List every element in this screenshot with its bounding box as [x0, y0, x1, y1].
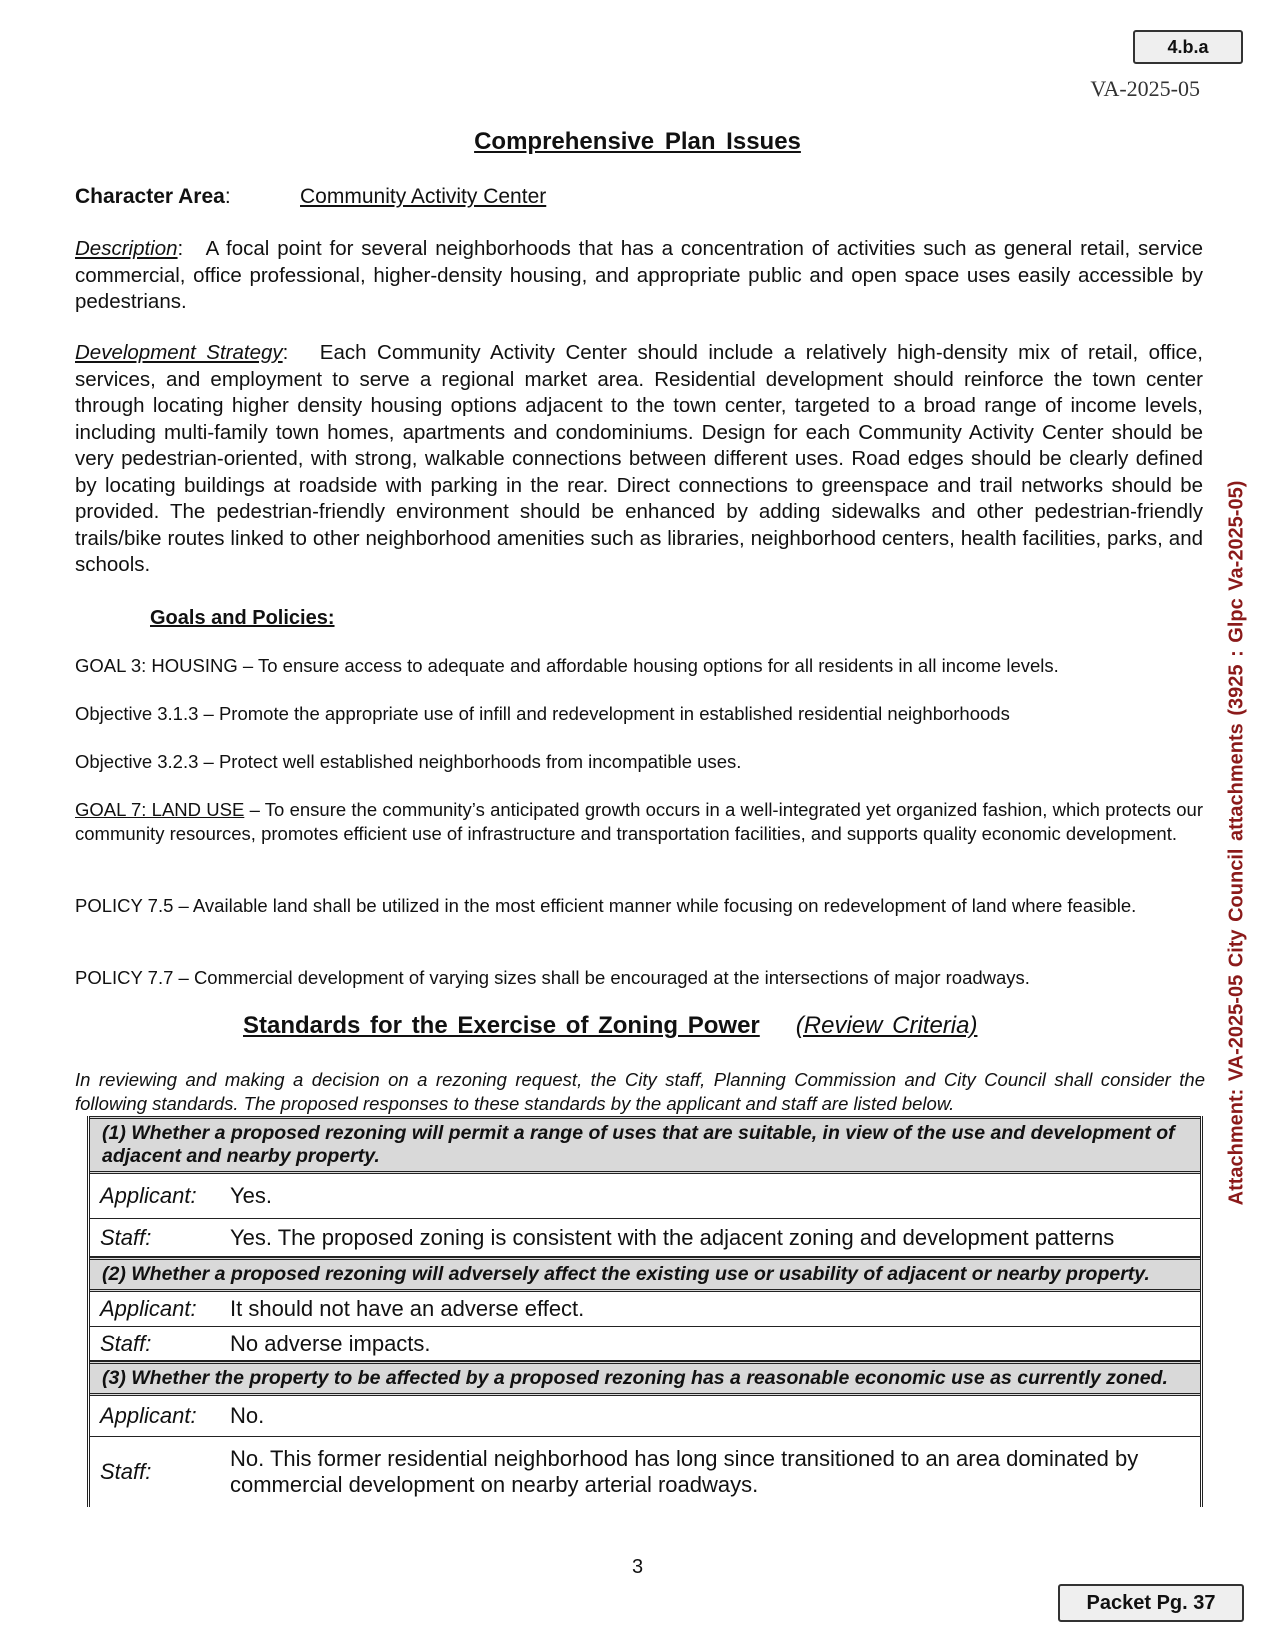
objective-3-1-3: Objective 3.1.3 – Promote the appropriate use of infill and redevelopment in established residential neighborhoods — [75, 703, 1010, 724]
applicant-label: Applicant: — [100, 1403, 197, 1428]
goal-3: GOAL 3: HOUSING – To ensure access to adequate and affordable housing options for all residents in all income levels. — [75, 655, 1059, 676]
criterion-3-question: (3) Whether the property to be affected by a proposed rezoning has a reasonable economic use as currently zoned. — [90, 1361, 1200, 1396]
description-label: Description — [75, 237, 178, 260]
criterion-2-question: (2) Whether a proposed rezoning will adversely affect the existing use or usability of adjacent or nearby property. — [90, 1257, 1200, 1292]
case-number: VA-2025-05 — [1090, 76, 1200, 101]
criterion-1-applicant-answer: Yes. — [230, 1183, 273, 1208]
packet-page-tag: Packet Pg. 37 — [1058, 1584, 1244, 1622]
criterion-2-applicant-answer: It should not have an adverse effect. — [230, 1296, 585, 1321]
applicant-label: Applicant: — [100, 1296, 197, 1321]
standards-intro: In reviewing and making a decision on a rezoning request, the City staff, Planning Commission and City Council shall consider the following standards. The proposed responses to these standards by the applicant and staff are listed below. — [75, 1069, 1205, 1114]
objective-3-2-3: Objective 3.2.3 – Protect well established neighborhoods from incompatible uses. — [75, 751, 742, 772]
goal-7-label: GOAL 7: LAND USE — [75, 799, 245, 820]
policy-7-7: POLICY 7.7 – Commercial development of varying sizes shall be encouraged at the intersections of major roadways. — [75, 967, 1030, 988]
criterion-2-staff-answer: No adverse impacts. — [230, 1330, 431, 1356]
policy-7-5: POLICY 7.5 – Available land shall be utilized in the most efficient manner while focusing on redevelopment of land where feasible. — [75, 895, 1137, 916]
criterion-1-staff-row — [90, 1219, 1200, 1257]
strategy-paragraph: Development Strategy: Each Community Activity Center should include a relatively high-density mix of retail, office, services, and employment to serve a regional market area. Residential development should reinforce the town center through locating higher density housing options adjacent to the town center, targeted to a broad range of income levels, including multi-family town homes, apartments and condominiums. Design for each Community Activity Center should be very pedestrian-oriented, with strong, walkable connections between different uses. Road edges should be clearly defined by locating buildings at roadside with parking in the rear. Direct connections to greenspace and trail networks should be provided. The pedestrian-friendly environment should be enhanced by adding sidewalks and other pedestrian-friendly trails/bike routes linked to other neighborhood amenities such as libraries, neighborhood centers, health facilities, parks, and schools. — [75, 341, 1203, 576]
agenda-item-tag: 4.b.a — [1133, 30, 1243, 64]
standards-title-sub: (Review Criteria) — [795, 1012, 978, 1039]
character-area-value: Community Activity Center — [300, 185, 547, 208]
criterion-3-applicant-row — [90, 1396, 1200, 1437]
attachment-stamp: Attachment: VA-2025-05 City Council attachments (3925 : Glpc Va-2025-05) — [1225, 480, 1248, 1206]
strategy-label: Development Strategy — [75, 341, 283, 364]
standards-title — [243, 1012, 977, 1040]
description-text: A focal point for several neighborhoods that has a concentration of activities such as general retail, service commercial, office professional, higher-density housing, and appropriate public and open space uses easily accessible by pedestrians. — [75, 237, 1203, 313]
standards-title-main: Standards for the Exercise of Zoning Power — [243, 1012, 760, 1039]
criterion-1-question: (1) Whether a proposed rezoning will permit a range of uses that are suitable, in view of the use and development of adjacent and nearby property. — [90, 1116, 1200, 1174]
staff-label: Staff: — [100, 1224, 152, 1250]
criterion-1-staff-answer: Yes. The proposed zoning is consistent with the adjacent zoning and development patterns — [230, 1224, 1115, 1250]
page-number: 3 — [631, 1556, 644, 1578]
character-area-line: Character Area: Community Activity Center — [75, 185, 547, 208]
goal-7 — [75, 798, 1203, 846]
review-criteria-table — [87, 1116, 1203, 1507]
goal-7-text: – To ensure the community’s anticipated growth occurs in a well-integrated yet organized fashion, which protects our community resources, promotes efficient use of infrastructure and transportation facilities, and supports quality economic development. — [75, 799, 1203, 844]
strategy-text: Each Community Activity Center should include a relatively high-density mix of retail, office, services, and employment to serve a regional market area. Residential development should reinforce the town center through locating higher density housing options adjacent to the town center, targeted to a broad range of income levels, including multi-family town homes, apartments and condominiums. Design for each Community Activity Center should be very pedestrian-oriented, with strong, walkable connections between different uses. Road edges should be clearly defined by locating buildings at roadside with parking in the rear. Direct connections to greenspace and trail networks should be provided. The pedestrian-friendly environment should be enhanced by adding sidewalks and other pedestrian-friendly trails/bike routes linked to other neighborhood amenities such as libraries, neighborhood centers, health facilities, parks, and schools. — [75, 341, 1203, 576]
criterion-1-applicant-row — [90, 1174, 1200, 1219]
staff-label: Staff: — [100, 1459, 152, 1484]
staff-label: Staff: — [100, 1330, 152, 1356]
description-paragraph: Description: A focal point for several neighborhoods that has a concentration of activities such as general retail, service commercial, office professional, higher-density housing, and appropriate public and open space uses easily accessible by pedestrians. — [75, 237, 1203, 313]
applicant-label: Applicant: — [100, 1183, 197, 1208]
goals-heading: Goals and Policies: — [150, 607, 335, 629]
criterion-3-staff-answer: No. This former residential neighborhood has long since transitioned to an area dominated by commercial development on nearby arterial roadways. — [230, 1446, 1139, 1497]
character-area-label: Character Area — [75, 185, 225, 208]
criterion-2-applicant-row — [90, 1292, 1200, 1327]
comprehensive-plan-title: Comprehensive Plan Issues — [474, 128, 801, 155]
criterion-2-staff-row — [90, 1327, 1200, 1361]
criterion-3-staff-row — [90, 1437, 1200, 1507]
criterion-3-applicant-answer: No. — [230, 1403, 265, 1428]
